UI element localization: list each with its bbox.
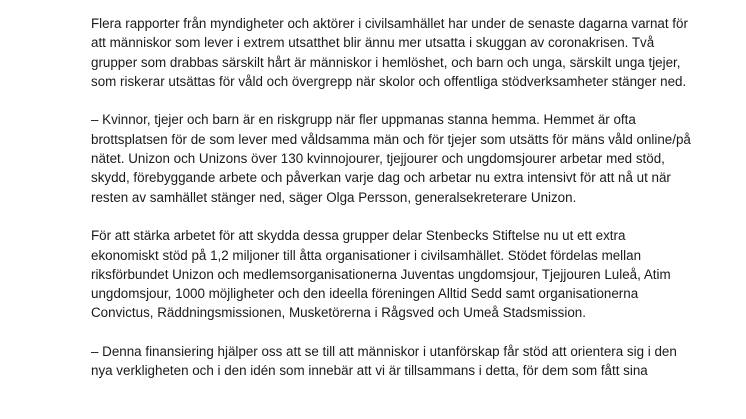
paragraph-intro: Flera rapporter från myndigheter och aktörer i civilsamhället har under de senaste dagarna varnat för att människor som lever i extrem utsatthet blir ännu mer utsatta i skuggan av coronakrisen. Två grupper som drabbas särskilt hårt är människor i hemlöshet, och barn och unga, särskilt unga tjejer, som riskerar utsättas för våld och övergrepp när skolor och offentliga stödverksamheter stänger ned. xyxy=(91,16,688,89)
paragraph-funding: För att stärka arbetet för att skydda dessa grupper delar Stenbecks Stiftelse nu ut ett extra ekonomiskt stöd på 1,2 miljoner till åtta organisationer i civilsamhället. Stödet fördelas mellan riksförbundet Unizon och medlemsorganisationerna Juventas ungdomsjour, Tjejjouren Luleå, Atim ungdomsjour, 1000 möjligheter och den ideella föreningen Alltid Sedd samt organisationerna Convictus, Räddningsmissionen, Musketörerna i Rågsved och Umeå Stadsmission. xyxy=(91,228,671,321)
document-body xyxy=(91,14,691,400)
paragraph-quote-financing: – Denna finansiering hjälper oss att se till att människor i utanförskap får stöd att orientera sig i den nya verkligheten och i den idén som innebär att vi är tillsammans i detta, för dem som fått sina xyxy=(91,344,677,379)
paragraph-quote-unizon: – Kvinnor, tjejer och barn är en riskgrupp när fler uppmanas stanna hemma. Hemmet är ofta brottsplatsen för de som lever med våldsamma män och för tjejer som utsätts för mäns våld online/på nätet. Unizon och Unizons över 130 kvinnojourer, tjejjourer och ungdomsjourer arbetar med stöd, skydd, förebyggande arbete och påverkan varje dag och arbetar nu extra intensivt för att nå ut när resten av samhället stänger ned, säger Olga Persson, generalsekreterare Unizon. xyxy=(91,112,691,205)
